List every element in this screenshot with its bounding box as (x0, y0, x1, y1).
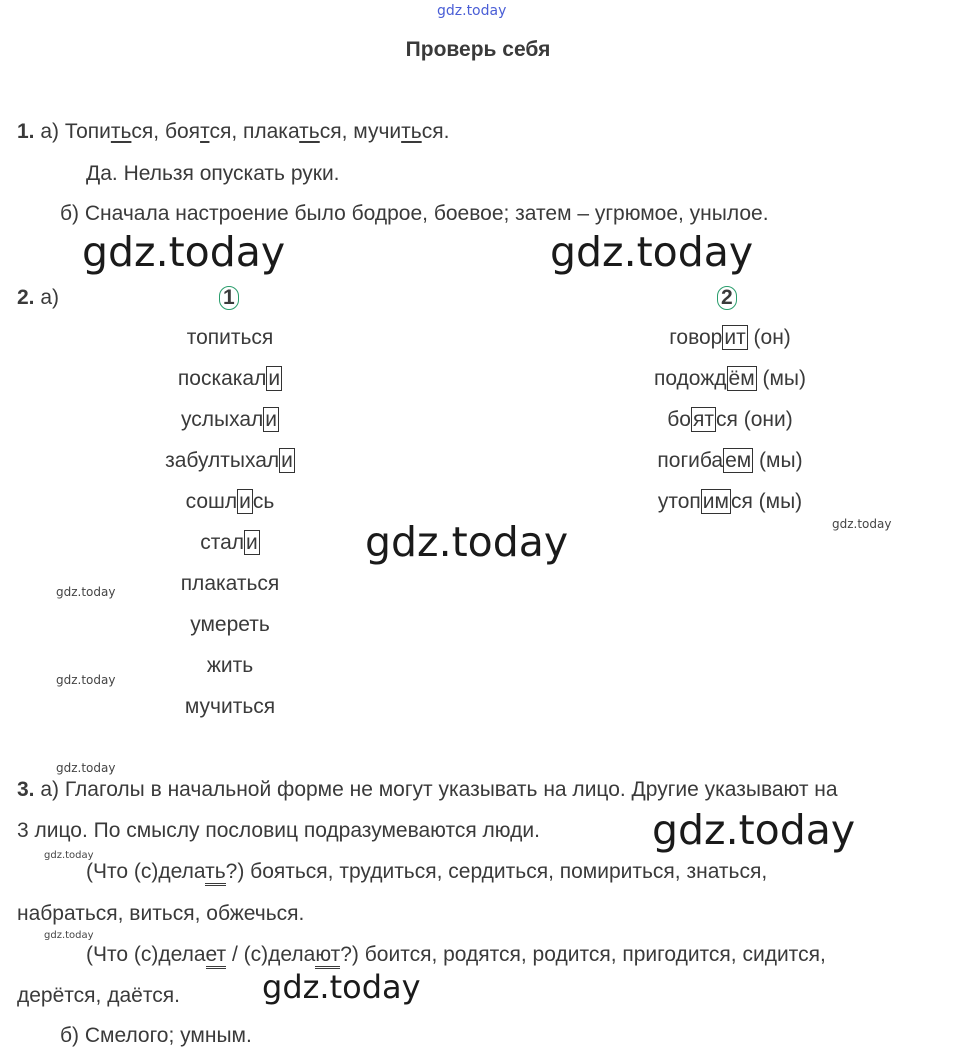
p1-prefix: (Что (с)дела (86, 860, 206, 883)
task3-p2-line1 (86, 943, 826, 967)
verb-item (120, 449, 340, 473)
verb-stem: утоп (657, 490, 701, 513)
verb-item (120, 531, 340, 555)
word-ending: т (200, 120, 210, 143)
verb-ending-box: и (239, 490, 251, 513)
p2-list: ?) боится, родятся, родится, пригодится, сидится, (340, 943, 826, 966)
verb-item (620, 408, 840, 432)
watermark-top: gdz.today (437, 3, 507, 19)
verb-item (620, 449, 840, 473)
verb-item (120, 367, 340, 391)
column1-heading (219, 286, 239, 310)
verb-item (120, 326, 340, 350)
p2-ending2: ют (315, 943, 340, 969)
task2-line-a (17, 286, 59, 310)
watermark: gdz.today (652, 806, 856, 854)
word-stem: плака (243, 120, 300, 143)
word-tail: ся, (209, 120, 243, 143)
column2-heading (717, 286, 737, 310)
verb-suffix: сь (252, 490, 275, 513)
verb-stem: услыхал (180, 408, 264, 431)
verb-item (120, 654, 340, 678)
verb-item (620, 326, 840, 350)
word-ending: ть (110, 120, 132, 143)
p2-ending1: ет (206, 943, 227, 969)
watermark: gdz.today (44, 850, 94, 861)
task2-number: 2. (17, 286, 35, 309)
p1-list: ?) бояться, трудиться, сердиться, помириться, знаться, (225, 860, 768, 883)
task1-a-words (65, 120, 450, 143)
column2-number: 2 (717, 286, 737, 310)
verb-item (620, 367, 840, 391)
watermark: gdz.today (262, 968, 421, 1006)
watermark: gdz.today (56, 585, 116, 599)
verb-stem: стал (200, 531, 245, 554)
task1-a-answer: Да. Нельзя опускать руки. (86, 162, 340, 185)
verb-item (120, 572, 340, 596)
word-tail: ся, (319, 120, 354, 143)
word-stem: боя (164, 120, 201, 143)
watermark: gdz.today (550, 228, 754, 276)
task3-p2-line2: дерётся, даётся. (17, 984, 180, 1007)
verb-stem: жить (206, 654, 254, 677)
verb-suffix: (мы) (753, 449, 803, 472)
word-stem: Топи (64, 120, 111, 143)
watermark: gdz.today (44, 930, 94, 941)
verb-ending-box: им (702, 490, 729, 513)
task1-number: 1. (17, 120, 35, 143)
verb-suffix: ся (они) (716, 408, 793, 431)
task3-a-text: а) Глаголы в начальной форме не могут указывать на лицо. Другие указывают на (40, 778, 838, 801)
column1-number: 1 (219, 286, 239, 310)
word-ending: ть (299, 120, 320, 143)
word-ending: ть (401, 120, 422, 143)
verb-stem: умереть (190, 613, 270, 636)
verb-stem: говор (669, 326, 723, 349)
task3-line2: 3 лицо. По смыслу пословиц подразумеваются люди. (17, 819, 540, 842)
p1-ending: ть (205, 860, 226, 886)
word-stem: мучи (353, 120, 402, 143)
verb-stem: забултыхал (165, 449, 280, 472)
verb-ending-box: ит (724, 326, 746, 349)
verb-stem: сошл (185, 490, 238, 513)
p2-prefix: (Что (с)дела (86, 943, 206, 966)
task1-b: б) Сначала настроение было бодрое, боевое; затем – угрюмое, унылое. (60, 202, 769, 225)
watermark: gdz.today (56, 673, 116, 687)
verb-ending-box: и (268, 367, 281, 390)
verb-stem: мучиться (184, 695, 276, 718)
task3-number: 3. (17, 778, 35, 801)
verb-item (120, 695, 340, 719)
verb-item (120, 490, 340, 514)
verb-suffix: (он) (747, 326, 791, 349)
verb-item (120, 408, 340, 432)
verb-stem: погиба (657, 449, 724, 472)
verb-suffix: (мы) (756, 367, 807, 390)
task3-b: б) Смелого; умным. (60, 1024, 252, 1047)
watermark: gdz.today (56, 761, 116, 775)
verb-stem: плакаться (180, 572, 280, 595)
page-title: Проверь себя (405, 38, 551, 61)
verb-stem: подожд (653, 367, 727, 390)
p2-mid: / (с)дела (226, 943, 316, 966)
verb-stem: топиться (186, 326, 274, 349)
task3-line1 (17, 778, 838, 802)
word-tail: ся. (421, 120, 450, 143)
task3-p1-line2: набраться, виться, обжечься. (17, 902, 305, 925)
watermark: gdz.today (832, 517, 892, 531)
watermark: gdz.today (365, 518, 569, 566)
word-tail: ся, (131, 120, 165, 143)
verb-ending-box: и (265, 408, 278, 431)
task1-line-a (17, 120, 449, 144)
verb-item (120, 613, 340, 637)
verb-ending-box: ем (725, 449, 752, 472)
verb-stem: бо (667, 408, 691, 431)
verb-ending-box: ят (693, 408, 714, 431)
verb-suffix: ся (мы) (730, 490, 803, 513)
task2-a-label: а) (40, 286, 60, 309)
watermark: gdz.today (82, 228, 286, 276)
verb-ending-box: ём (728, 367, 755, 390)
task1-a-label: а) (40, 120, 60, 143)
verb-ending-box: и (246, 531, 258, 554)
verb-ending-box: и (281, 449, 293, 472)
task3-p1-line1 (86, 860, 767, 884)
verb-stem: поскакал (177, 367, 267, 390)
verb-item (620, 490, 840, 514)
